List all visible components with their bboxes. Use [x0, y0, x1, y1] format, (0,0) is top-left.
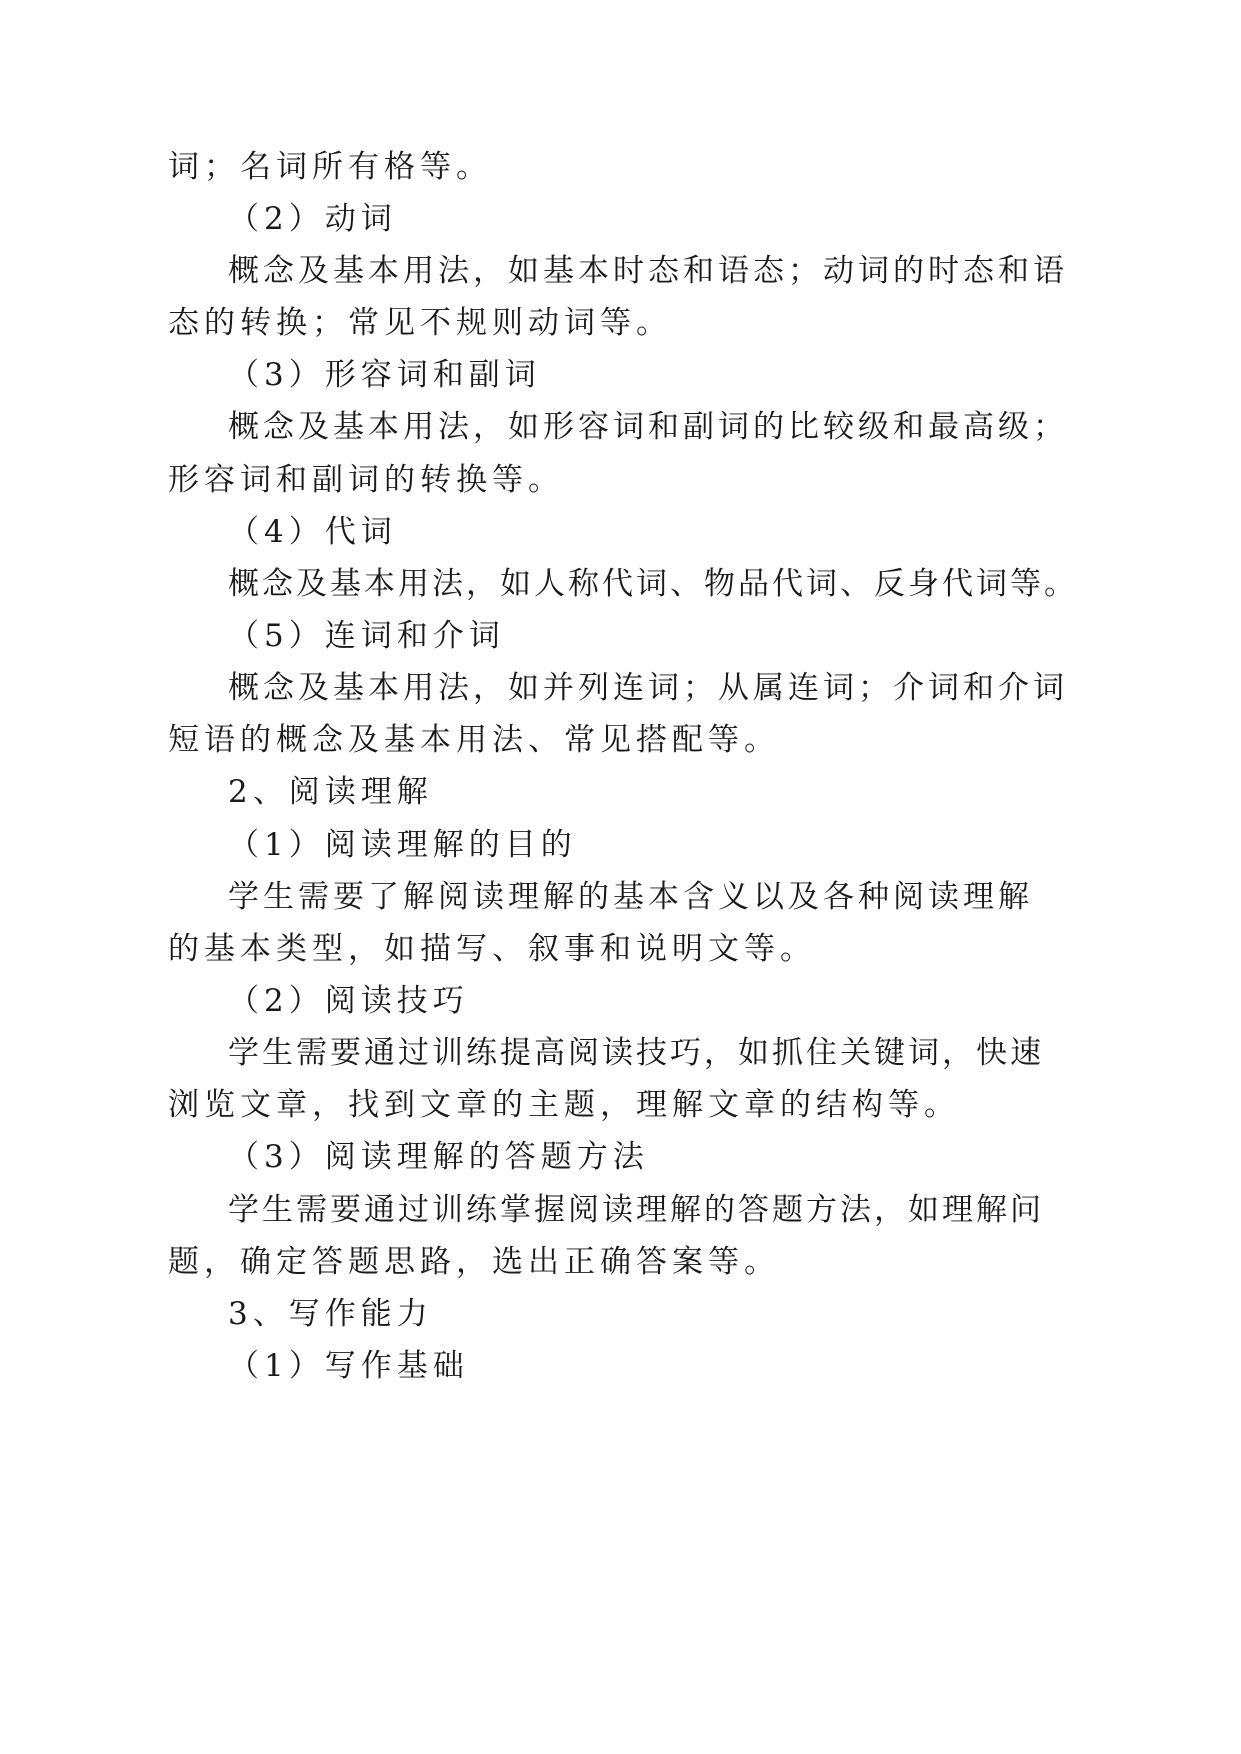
subheading: （1）写作基础 [228, 1348, 469, 1384]
text-line: 概念及基本用法，如基本时态和语态；动词的时态和语 [228, 253, 1068, 289]
section-heading: 3、写作能力 [228, 1296, 433, 1332]
text-line: 学生需要通过训练提高阅读技巧，如抓住关键词，快速 [228, 1035, 1044, 1071]
subheading: （3）阅读理解的答题方法 [228, 1139, 649, 1175]
text-line: 态的转换；常见不规则动词等。 [168, 305, 672, 341]
text-line: 概念及基本用法，如形容词和副词的比较级和最高级； [228, 409, 1068, 445]
text-line: 学生需要通过训练掌握阅读理解的答题方法，如理解问 [228, 1192, 1044, 1228]
text-line: 题，确定答题思路，选出正确答案等。 [168, 1244, 780, 1280]
text-line: 短语的概念及基本用法、常见搭配等。 [168, 722, 780, 758]
text-line: 概念及基本用法，如并列连词；从属连词；介词和介词 [228, 670, 1068, 706]
subheading: （2）阅读技巧 [228, 983, 469, 1019]
text-line: 浏览文章，找到文章的主题，理解文章的结构等。 [168, 1087, 960, 1123]
text-line: 概念及基本用法，如人称代词、物品代词、反身代词等。 [228, 566, 1078, 602]
text-line: 词；名词所有格等。 [168, 149, 492, 185]
text-line: 形容词和副词的转换等。 [168, 462, 564, 498]
subheading: （4）代词 [228, 514, 397, 550]
subheading: （2）动词 [228, 201, 397, 237]
text-line: 学生需要了解阅读理解的基本含义以及各种阅读理解 [228, 879, 1033, 915]
subheading: （3）形容词和副词 [228, 357, 541, 393]
subheading: （1）阅读理解的目的 [228, 827, 577, 863]
subheading: （5）连词和介词 [228, 618, 505, 654]
text-line: 的基本类型，如描写、叙事和说明文等。 [168, 931, 816, 967]
section-heading: 2、阅读理解 [228, 774, 433, 810]
